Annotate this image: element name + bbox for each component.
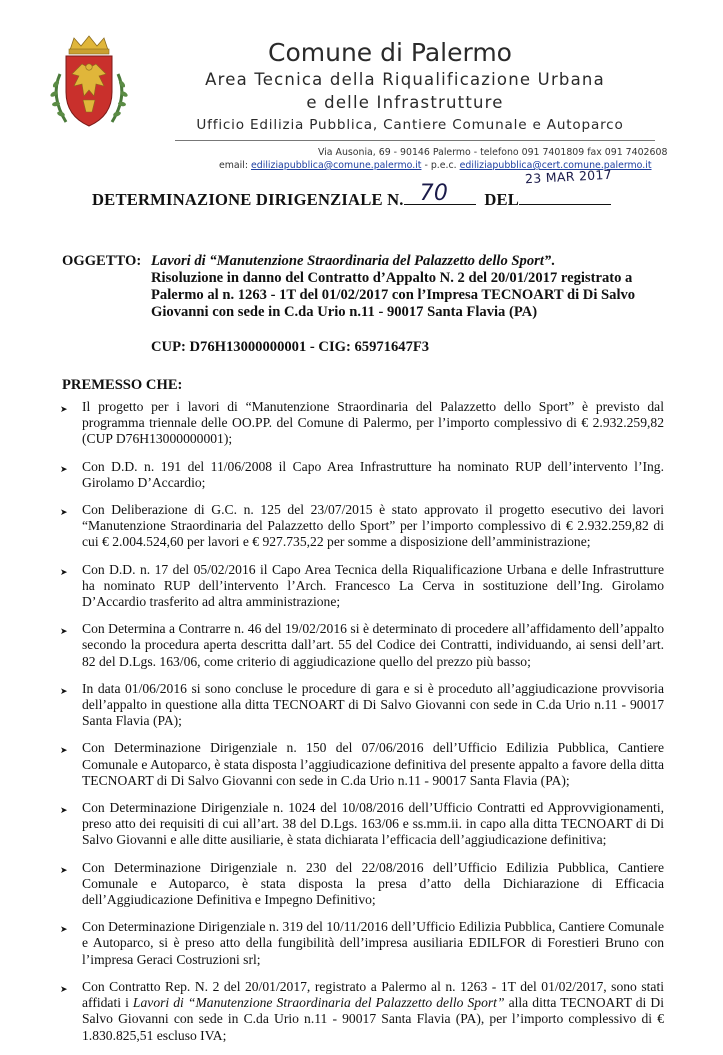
arrow-bullet-icon: ➤: [60, 805, 68, 816]
date-stamp: 23 MAR 2017: [524, 166, 613, 187]
cup-cig-codes: CUP: D76H13000000001 - CIG: 65971647F3: [151, 339, 430, 355]
list-item: [60, 740, 664, 789]
arrow-bullet-icon: ➤: [60, 685, 68, 696]
oggetto-title: “Manutenzione Straordinaria del Palazzetto dello Sport”: [209, 253, 552, 269]
list-item-contract: [60, 979, 664, 1044]
list-item: [60, 919, 664, 968]
municipality-title: Comune di Palermo: [268, 38, 512, 67]
email-link[interactable]: ediliziapubblica@comune.palermo.it: [251, 160, 422, 171]
arrow-bullet-icon: ➤: [60, 745, 68, 756]
contract-text-suffix: alla ditta TECNOART di Di Salvo Giovanni con sede in C.da Urio n.11 - 90017 Santa Flavia (PA), per l’importo complessivo di € 1.830.825,51 escluso IVA;: [82, 995, 664, 1043]
arrow-bullet-icon: ➤: [60, 626, 68, 637]
premesso-heading: PREMESSO CHE:: [62, 377, 183, 393]
list-item-text: Con D.D. n. 191 del 11/06/2008 il Capo Area Infrastrutture ha nominato RUP dell’intervento l’Ing. Girolamo D’Accardio;: [82, 458, 664, 490]
list-item: [60, 860, 664, 909]
palermo-coat-of-arms-icon: [46, 34, 132, 132]
oggetto-description: Risoluzione in danno del Contratto d’Appalto N. 2 del 20/01/2017 registrato a Palermo al n. 1263 - 1T del 01/02/2017 con l’Impresa TECNOART di Di Salvo Giovanni con sede in C.da Urio n.11 - 90017 Santa Flavia (PA): [151, 270, 636, 320]
oggetto-suffix: .: [551, 253, 555, 269]
arrow-bullet-icon: ➤: [60, 924, 68, 935]
contract-text-prefix: Con Contratto Rep. N. 2 del 20/01/2017, registrato a Palermo al n. 1263 - 1T del 01/02/2017, sono stati affidati i: [82, 978, 664, 1011]
list-item-text: Con D.D. n. 17 del 05/02/2016 il Capo Area Tecnica della Riqualificazione Urbana e delle Infrastrutture ha nominato RUP dell’intervento l’Arch. Francesco La Cerva in sostituzione dell’Ing. Girolamo D’Accardio trasferito ad altra amministrazione;: [82, 561, 664, 610]
determination-line: [92, 166, 613, 210]
list-item: [60, 621, 664, 670]
arrow-bullet-icon: ➤: [60, 507, 68, 518]
determination-date-field: [519, 166, 613, 205]
header-divider: [175, 140, 655, 141]
arrow-bullet-icon: ➤: [60, 983, 68, 994]
list-item: [60, 800, 664, 849]
contract-works-title: Lavori di “Manutenzione Straordinaria del Palazzetto dello Sport”: [132, 995, 505, 1011]
arrow-bullet-icon: ➤: [60, 404, 68, 414]
list-item-text: Con Determinazione Dirigenziale n. 319 del 10/11/2016 dell’Ufficio Edilizia Pubblica, Cantiere Comunale e Autoparco, si è preso atto della fungibilità dell’impresa ausiliaria EDILFOR di Forestieri Bruno con l’impresa Geraci Costruzioni srl;: [82, 919, 664, 967]
determination-label: DETERMINAZIONE DIRIGENZIALE N.: [92, 190, 404, 209]
oggetto-line1: [151, 253, 661, 270]
del-label: DEL: [484, 190, 520, 209]
determination-number-field: [404, 181, 476, 206]
pec-link[interactable]: ediliziapubblica@cert.comune.palermo.it: [459, 160, 652, 171]
premesso-list: [60, 399, 664, 1055]
handwritten-number: 70: [419, 181, 449, 206]
arrow-bullet-icon: ➤: [60, 463, 68, 474]
list-item: [60, 562, 664, 611]
area-name-line2: e delle Infrastrutture: [306, 93, 504, 112]
oggetto-body: [151, 253, 661, 321]
arrow-bullet-icon: ➤: [60, 566, 68, 577]
list-item-text: Il progetto per i lavori di “Manutenzione Straordinaria del Palazzetto dello Sport” è previsto dal programma triennale delle OO.PP. del Comune di Palermo, per l’importo complessivo di € 2.932.259,82 (CUP D76H13000000001);: [82, 399, 664, 447]
list-item-text: Con Determina a Contrarre n. 46 del 19/02/2016 si è determinato di procedere all’affidamento dell’appalto secondo la procedura aperta descritta dall’art. 55 del Codice dei Contratti, individuando, ai sensi dell’art. 82 del D.Lgs. 163/06, come criterio di aggiudicazione quello del prezzo più basso;: [82, 621, 664, 669]
email-label: email:: [219, 160, 249, 171]
list-item-text: Con Determinazione Dirigenziale n. 1024 del 10/08/2016 dell’Ufficio Contratti ed Approvvigionamenti, preso atto dei requisiti di cui all’art. 38 del D.Lgs. 163/06 e ss.mm.ii. in capo alla ditta TECNOART di Di Salvo Giovanni e alle ditte ausiliarie, è stata dichiarata l’efficacia dell’aggiudicazione definitiva;: [82, 800, 664, 848]
list-item-text: Con Determinazione Dirigenziale n. 230 del 22/08/2016 dell’Ufficio Edilizia Pubblica, Cantiere Comunale e Autoparco, è stata disposta la presa d’atto della Dichiarazione di Efficacia dell’Aggiudicazione Definitiva e Impegno Definitivo;: [82, 859, 664, 908]
list-item: [60, 502, 664, 551]
office-name: Ufficio Edilizia Pubblica, Cantiere Comunale e Autoparco: [196, 117, 624, 133]
oggetto-prefix: Lavori di: [151, 253, 210, 269]
list-item: [60, 459, 664, 491]
pec-label: - p.e.c.: [424, 160, 457, 171]
list-item: [60, 681, 664, 730]
contact-address: Via Ausonia, 69 - 90146 Palermo - telefono 091 7401809 fax 091 7402608: [318, 147, 668, 158]
list-item: [60, 399, 664, 448]
list-item-text: In data 01/06/2016 si sono concluse le procedure di gara e si è proceduto all’aggiudicazione provvisoria dell’appalto in questione alla ditta TECNOART di Di Salvo Giovanni con sede in C.da Urio n.11 - 90017 Santa Flavia (PA);: [82, 680, 664, 729]
oggetto-label: OGGETTO:: [62, 253, 142, 269]
list-item-text: Con Deliberazione di G.C. n. 125 del 23/07/2015 è stato approvato il progetto esecutivo dei lavori “Manutenzione Straordinaria del Palazzetto dello Sport” per l’importo complessivo di € 2.932.259,82 di cui € 2.004.524,60 per lavori e € 927.735,22 per somme a disposizione dell’amministrazione;: [82, 502, 664, 550]
area-name-line1: Area Tecnica della Riqualificazione Urbana: [205, 70, 605, 89]
arrow-bullet-icon: ➤: [60, 864, 68, 875]
list-item-text: Con Determinazione Dirigenziale n. 150 del 07/06/2016 dell’Ufficio Edilizia Pubblica, Cantiere Comunale e Autoparco, è stata disposta l’aggiudicazione definitiva del presente appalto a favore della ditta TECNOART di Di Salvo Giovanni con sede in C.da Urio n.11 - 90017 Santa Flavia (PA);: [82, 740, 664, 788]
